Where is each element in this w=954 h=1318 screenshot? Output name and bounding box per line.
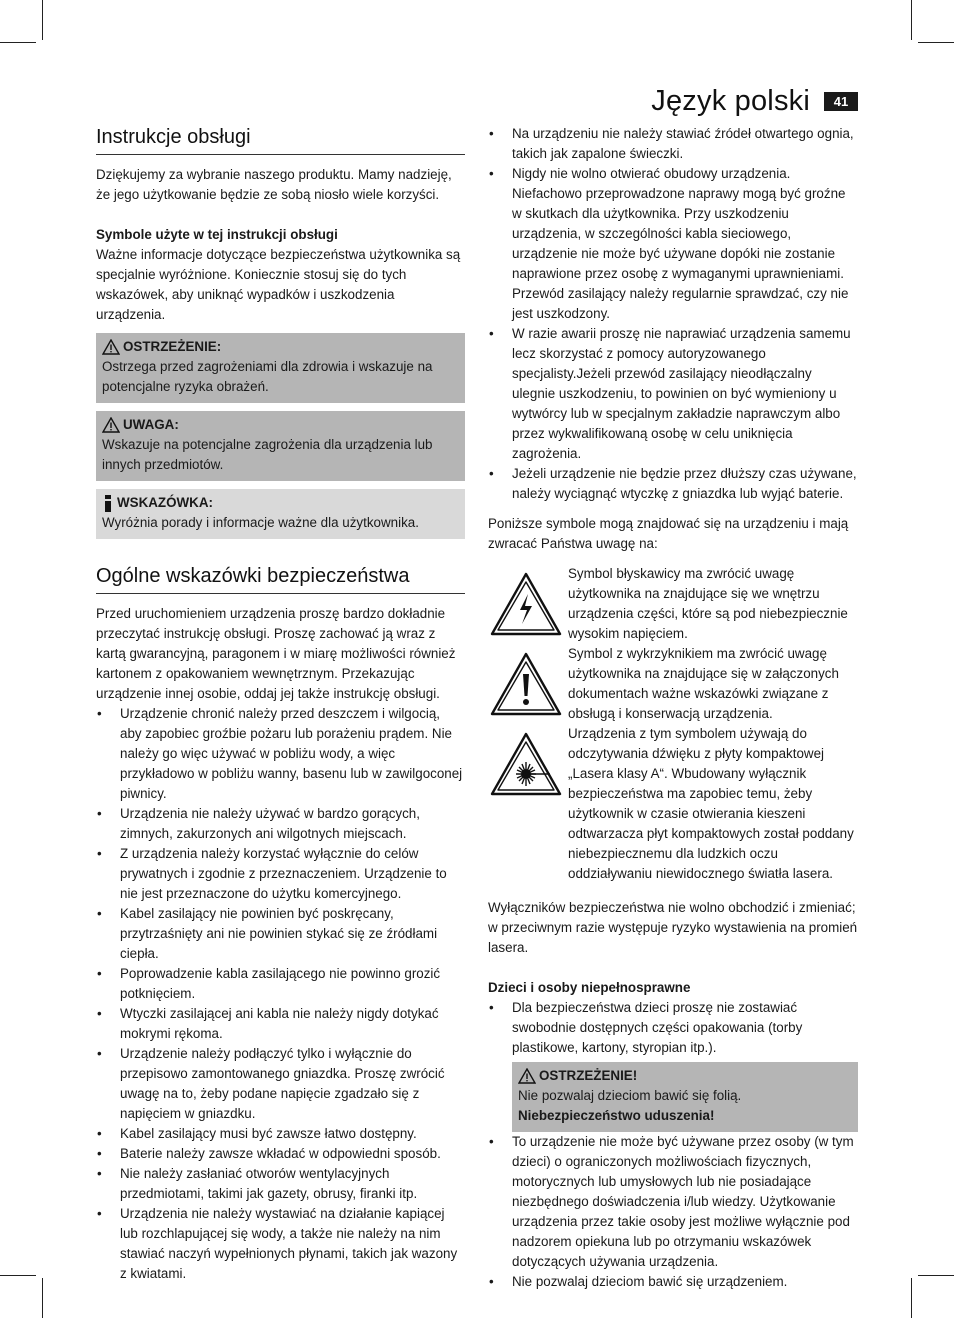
symbols-paragraph: Ważne informacje dotyczące bezpieczeństwa użytkownika są specjalnie wyróżnione. Koniecznie stosuj się do tych wskazówek, aby uniknąć wypadków i uszkodzenia urządzenia. [96, 247, 461, 322]
lightning-warning-icon [488, 570, 564, 638]
crop-mark [0, 42, 36, 43]
warning-label: OSTRZEŻENIE! [539, 1068, 638, 1083]
switch-paragraph: Wyłączników bezpieczeństwa nie wolno obchodzić i zmieniać; w przeciwnym razie występuje ryzyko wystawienia na promień lasera. [488, 900, 858, 955]
laser-warning-icon [488, 730, 564, 798]
hint-label: WSKAZÓWKA: [117, 495, 213, 510]
hint-text: Wyróżnia porady i informacje ważne dla użytkownika. [102, 515, 419, 530]
safety-list [96, 704, 465, 1284]
caution-head [102, 415, 459, 435]
exclamation-text: Symbol z wykrzyknikiem ma zwrócić uwagę użytkownika na znajdujące się w załączonych dokumentach ważne wskazówki związane z obsługą i konserwacją urządzenia. [568, 646, 839, 721]
list-item: • Na urządzeniu nie należy stawiać źródeł otwartego ognia, takich jak zapalone świeczki. [488, 124, 858, 164]
intro-paragraph: Dziękujemy za wybranie naszego produktu. Mamy nadzieję, że jego użytkowanie będzie ze sobą niosło wiele korzyści. [96, 167, 452, 202]
list-item: • To urządzenie nie może być używane przez osoby (w tym dzieci) o ograniczonych możliwościach fizycznych, motorycznych lub umysłowych lub nie posiadające niezbędnego doświadczenia i/lub wiedzy. Użytkowanie urządzenia przez takie osoby jest możliwe wyłącznie pod nadzorem opiekuna lub po otrzymaniu wskazówek dotyczących używania urządzenia. [488, 1132, 858, 1272]
warning-bold-text: Niebezpieczeństwo uduszenia! [518, 1108, 715, 1123]
list-item: • Wtyczki zasilającej ani kabla nie należy nigdy dotykać mokrymi rękoma. [96, 1004, 465, 1044]
left-column [96, 124, 465, 1284]
list-item: • Nie należy zasłaniać otworów wentylacyjnych przedmiotami, takimi jak gazety, obrusy, firanki itp. [96, 1164, 465, 1204]
lightning-text: Symbol błyskawicy ma zwrócić uwagę użytkownika na znajdujące się we wnętrzu urządzenia części, które są pod niebezpiecznie wysokim napięciem. [568, 566, 848, 641]
crop-mark [911, 1278, 912, 1318]
warning-head [518, 1066, 852, 1086]
page-header [651, 84, 858, 118]
warning-head [102, 337, 459, 357]
safety-intro: Przed uruchomieniem urządzenia proszę bardzo dokładnie przeczytać instrukcję obsługi. Proszę zachować ją wraz z kartą gwarancyjną, paragonem i w miarę możliwości również kartonem z opakowaniem wewnętrznym. Przekazując urządzenie innej osobie, oddaj jej także instrukcję obsługi. [96, 606, 456, 701]
warning-text: Nie pozwalaj dzieciom bawić się folią. Niebezpieczeństwo uduszenia! [518, 1088, 742, 1123]
list-item: • W razie awarii proszę nie naprawiać urządzenia samemu lecz skorzystać z pomocy autoryzowanego specjalisty.Jeżeli przewód zasilający nieodłączalny ulegnie uszkodzeniu, to powinien on być wymieniony u wytwórcy lub w specjalnym zakładzie naprawczym albo przez wykwalifikowaną osobę w celu uniknięcia zagrożenia. [488, 324, 858, 464]
warning-box-children [512, 1062, 858, 1132]
warning-label: OSTRZEŻENIE: [123, 339, 222, 354]
list-item: • Jeżeli urządzenie nie będzie przez dłuższy czas używane, należy wyciągnąć wtyczkę z gniazdka lub wyjąć baterie. [488, 464, 858, 504]
crop-mark [42, 0, 43, 40]
info-icon [102, 495, 114, 512]
page-number: 41 [824, 92, 858, 111]
list-item: • Z urządzenia należy korzystać wyłącznie do celów prywatnych i zgodnie z przeznaczeniem. Urządzenie to nie jest przeznaczone do użytku komercyjnego. [96, 844, 465, 904]
crop-mark [0, 1275, 36, 1276]
warning-triangle-icon [518, 1068, 536, 1084]
hint-box [96, 489, 465, 539]
list-item: • Urządzenie chronić należy przed deszczem i wilgocią, aby zapobiec groźbie pożaru lub porażeniu prądem. Nie należy go więc używać w pobliżu wody, a więc przykładowo w pobliżu wanny, basenu lub w zawilgoconej piwnicy. [96, 704, 465, 804]
page-title: Język polski [651, 85, 810, 117]
crop-mark [918, 1275, 954, 1276]
exclamation-warning-icon [488, 650, 564, 718]
symbol-exclamation-row [488, 644, 858, 724]
list-item: • Kabel zasilający nie powinien być poskręcany, przytrzaśnięty ani nie powinien stykać się ze źródłami ciepła. [96, 904, 465, 964]
list-item: • Dla bezpieczeństwa dzieci proszę nie zostawiać swobodnie dostępnych części opakowania (torby plastikowe, kartony, styropian itp.). [488, 998, 858, 1058]
warning-triangle-icon [102, 417, 120, 433]
warning-box [96, 333, 465, 403]
list-item: • Nie pozwalaj dzieciom bawić się urządzeniem. [488, 1272, 858, 1292]
section-title-instructions: Instrukcje obsługi [96, 124, 465, 155]
right-column [488, 124, 858, 1292]
safety-list-continued [488, 124, 858, 504]
list-item: • Urządzenia nie należy używać w bardzo gorących, zimnych, zakurzonych ani wilgotnych miejscach. [96, 804, 465, 844]
children-heading: Dzieci i osoby niepełnosprawne [488, 980, 691, 995]
list-item: • Urządzenie należy podłączyć tylko i wyłącznie do przepisowo zamontowanego gniazdka. Proszę zwrócić uwagę na to, żeby podane napięcie zgadzało się z napięciem w gniazdku. [96, 1044, 465, 1124]
laser-text: Urządzenia z tym symbolem używają do odczytywania dźwięku z płyty kompaktowej „Lasera klasy A“. Wbudowany wyłącznik bezpieczeństwa ma zapobiec temu, żeby użytkownik w czasie otwierania kieszeni odtwarzacza płyt kompaktowych został poddany niebezpiecznemu dla ludzkich oczu oddziaływaniu niewidocznego światła lasera. [568, 726, 854, 881]
section-title-safety: Ogólne wskazówki bezpieczeństwa [96, 563, 465, 594]
list-item: • Kabel zasilający musi być zawsze łatwo dostępny. [96, 1124, 465, 1144]
symbols-heading: Symbole użyte w tej instrukcji obsługi [96, 227, 338, 242]
children-list-continued [488, 1132, 858, 1292]
crop-mark [42, 1278, 43, 1318]
caution-box [96, 411, 465, 481]
symbols-intro: Poniższe symbole mogą znajdować się na urządzeniu i mają zwracać Państwa uwagę na: [488, 516, 849, 551]
warning-triangle-icon [102, 339, 120, 355]
list-item: • Urządzenia nie należy wystawiać na działanie kapiącej lub rozchlapującej się wody, a także nie należy na nim stawiać naczyń wypełnionych płynami, takich jak wazony z kwiatami. [96, 1204, 465, 1284]
list-item: • Baterie należy zawsze wkładać w odpowiedni sposób. [96, 1144, 465, 1164]
warning-text: Ostrzega przed zagrożeniami dla zdrowia i wskazuje na potencjalne ryzyka obrażeń. [102, 359, 433, 394]
caution-text: Wskazuje na potencjalne zagrożenia dla urządzenia lub innych przedmiotów. [102, 437, 433, 472]
list-item: • Nigdy nie wolno otwierać obudowy urządzenia. Niefachowo przeprowadzone naprawy mogą być groźne w skutkach dla użytkownika. Przy uszkodzeniu urządzenia, w szczególności kabla sieciowego, urządzenie nie może być używane dopóki nie zostanie naprawione przez osobę z wymaganymi uprawnieniami. Przewód zasilający należy regularnie sprawdzać, czy nie jest uszkodzony. [488, 164, 858, 324]
hint-head [102, 493, 459, 513]
caution-label: UWAGA: [123, 417, 179, 432]
children-list [488, 998, 858, 1058]
list-item: • Poprowadzenie kabla zasilającego nie powinno grozić potknięciem. [96, 964, 465, 1004]
symbol-lightning-row [488, 564, 858, 644]
crop-mark [918, 42, 954, 43]
symbol-laser-row [488, 724, 858, 884]
crop-mark [911, 0, 912, 40]
